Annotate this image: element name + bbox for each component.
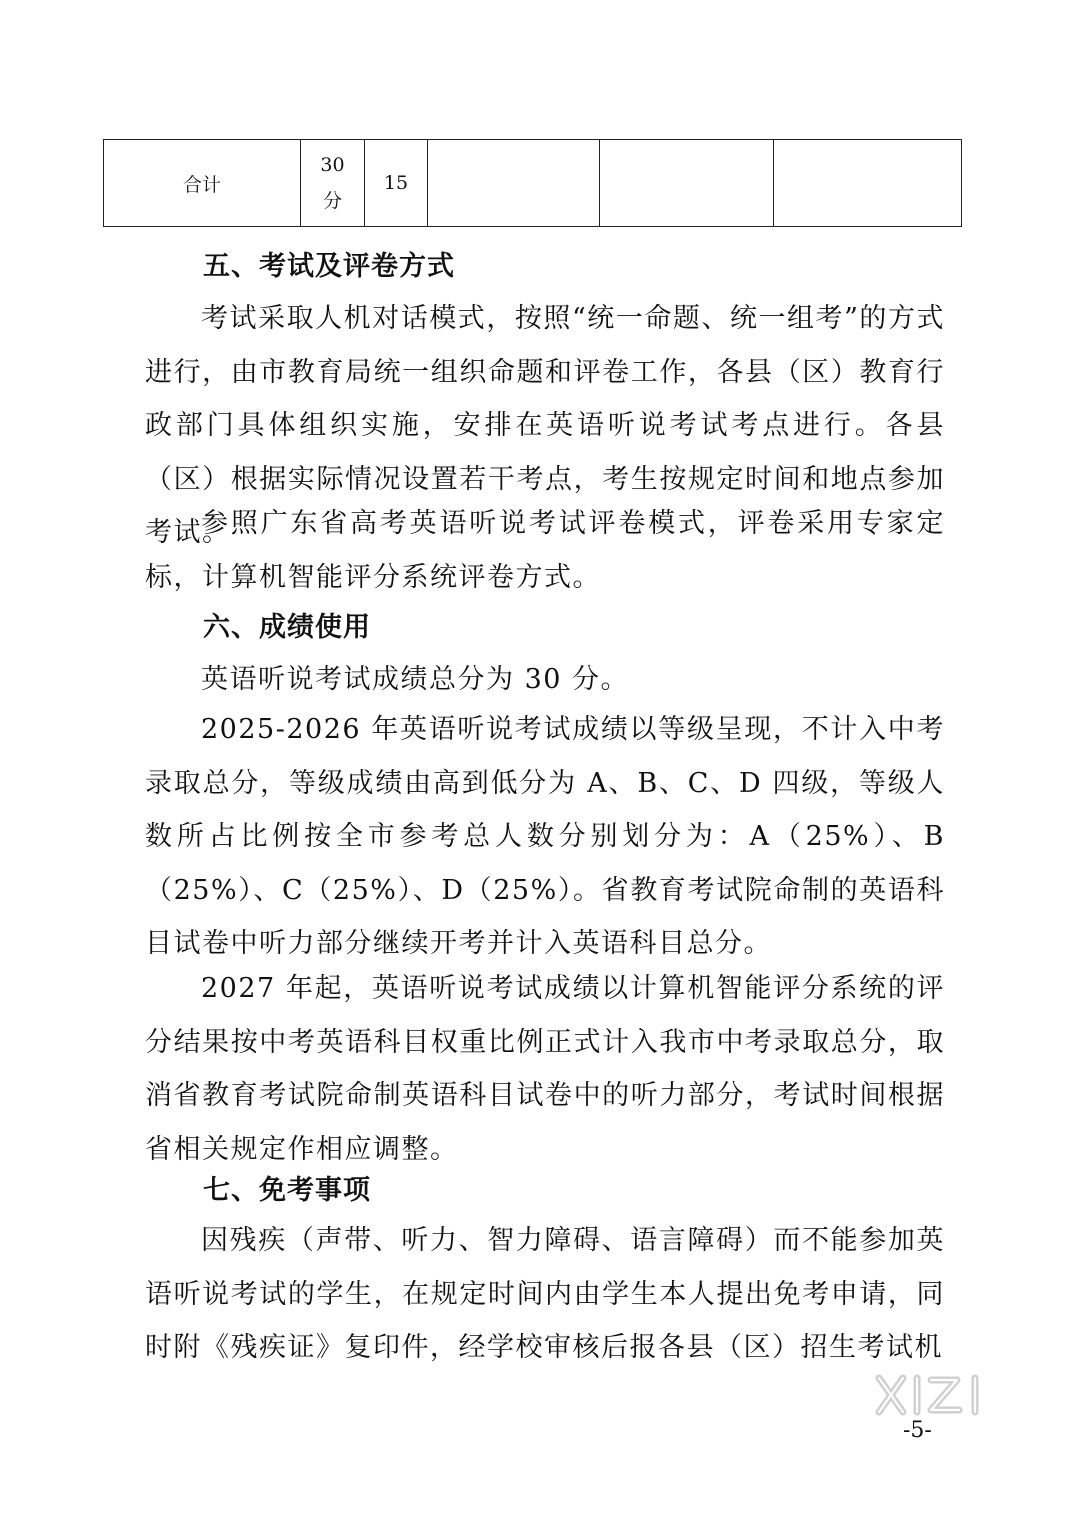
empty-cell [428, 140, 600, 227]
empty-cell [600, 140, 774, 227]
total-score-cell [301, 140, 365, 227]
page-number: -5- [903, 1418, 932, 1443]
table-row [104, 140, 962, 227]
total-count: 15 [383, 172, 409, 194]
section6-heading: 六、成绩使用 [203, 612, 371, 643]
total-label-cell [104, 140, 301, 227]
section5-heading: 五、考试及评卷方式 [203, 251, 455, 282]
empty-cell [774, 140, 962, 227]
section6-paragraph-1: 英语听说考试成绩总分为 30 分。 [201, 664, 630, 695]
section5-paragraph-2: 参照广东省高考英语听说考试评卷模式，评卷采用专家定标，计算机智能评分系统评卷方式。 [145, 508, 945, 593]
section6-paragraph-2: 2025-2026 年英语听说考试成绩以等级呈现，不计入中考录取总分，等级成绩由高到低分为 A、B、C、D 四级，等级人数所占比例按全市参考总人数分别划分为：A（25%）、B（25%）、C（25%）、D（25%）。省教育考试院命制的英语科目试卷中听力部分继续开考并计入英语科目总分。 [145, 714, 945, 959]
total-count-cell [365, 140, 428, 227]
score-summary-table [103, 139, 962, 227]
section6-paragraph-3: 2027 年起，英语听说考试成绩以计算机智能评分系统的评分结果按中考英语科目权重比例正式计入我市中考录取总分，取消省教育考试院命制英语科目试卷中的听力部分，考试时间根据省相关规定作相应调整。 [145, 973, 945, 1165]
xizi-watermark-logo [873, 1372, 1001, 1418]
total-score-value: 30 [320, 154, 345, 176]
section7-heading: 七、免考事项 [203, 1175, 371, 1206]
total-label: 合计 [182, 173, 221, 196]
section7-paragraph-1: 因残疾（声带、听力、智力障碍、语言障碍）而不能参加英语听说考试的学生，在规定时间内由学生本人提出免考申请，同时附《残疾证》复印件，经学校审核后报各县（区）招生考试机 [145, 1225, 945, 1363]
total-score-unit: 分 [322, 190, 342, 212]
section5-paragraph-1: 考试采取人机对话模式，按照“统一命题、统一组考”的方式进行，由市教育局统一组织命题和评卷工作，各县（区）教育行政部门具体组织实施，安排在英语听说考试考点进行。各县（区）根据实际情况设置若干考点，考生按规定时间和地点参加考试。 [145, 303, 945, 548]
